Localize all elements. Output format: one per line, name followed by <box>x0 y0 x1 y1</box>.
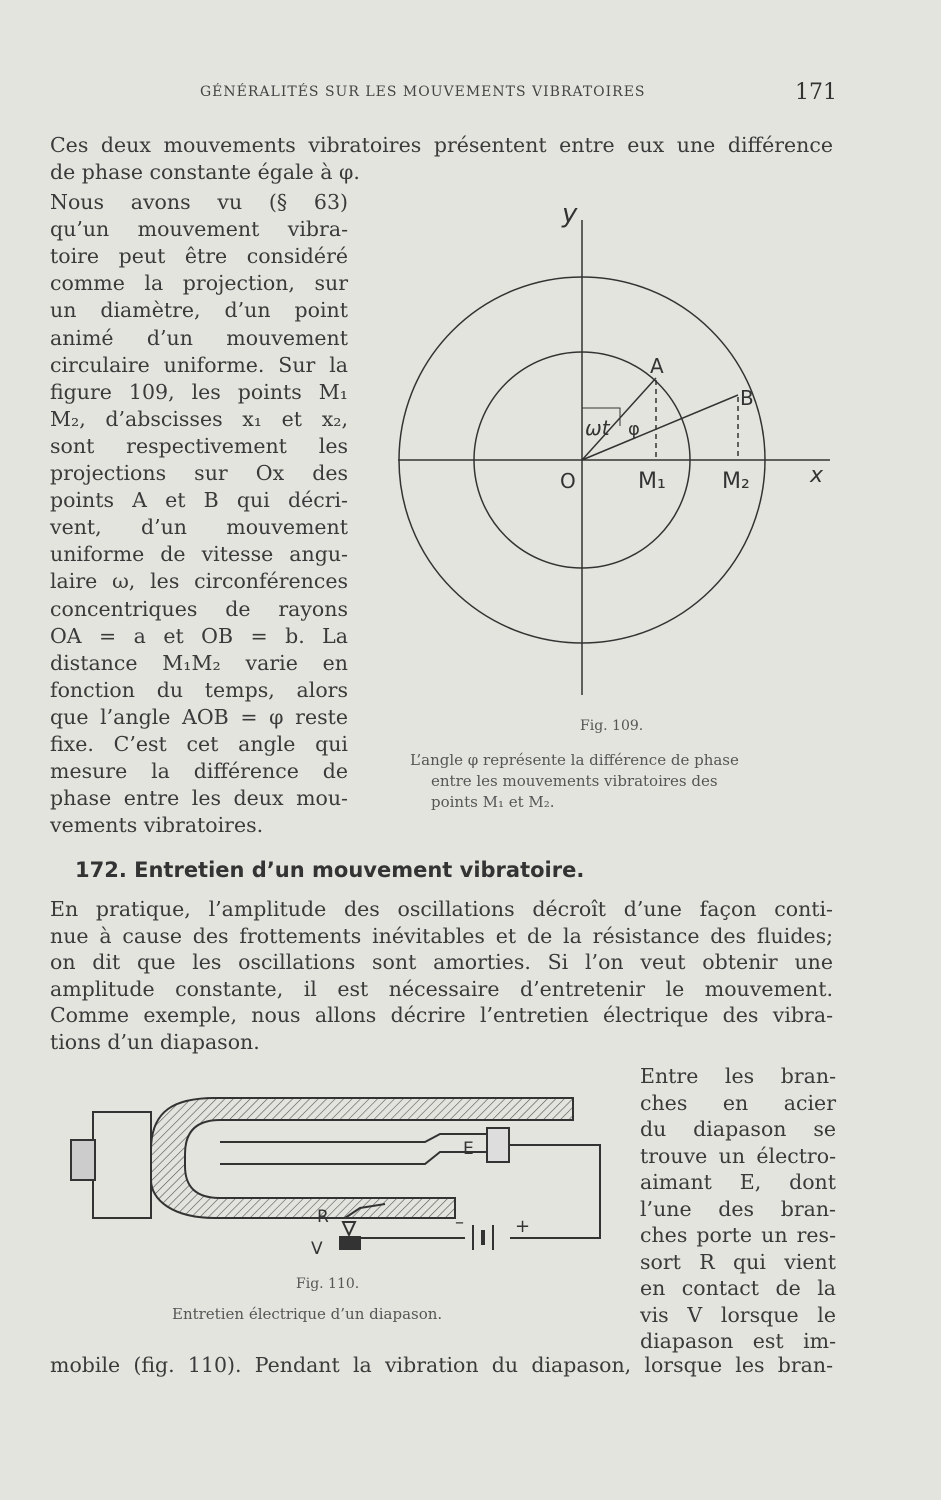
label-v: V <box>311 1239 323 1259</box>
m1-label: M₁ <box>638 469 666 494</box>
right-col-line: sort R qui vient <box>640 1249 836 1274</box>
phi-label: φ <box>628 419 640 440</box>
fig110-caption-title: Fig. 110. <box>296 1276 360 1292</box>
m2-label: M₂ <box>722 469 750 494</box>
left-col-line: fonction du temps, alors <box>50 677 348 702</box>
fig109-caption-line: points M₁ et M₂. <box>431 793 555 811</box>
left-col-line: Nous avons vu (§ 63) <box>50 190 348 214</box>
figure-109 <box>380 190 850 710</box>
left-col-line: laire ω, les circonférences <box>50 569 348 594</box>
screw-v <box>339 1236 361 1250</box>
point-b-label: B <box>740 386 754 410</box>
para-line: nue à cause des frottements inévitables et de la résistance des fluides; <box>50 923 833 948</box>
left-col-line: figure 109, les points M₁ <box>50 379 348 404</box>
para-line: amplitude constante, il est nécessaire d’entretenir le mouvement. <box>50 976 833 1001</box>
left-col-line: projections sur Ox des <box>50 461 348 485</box>
fork-nut <box>71 1140 95 1180</box>
right-col-line: vis V lorsque le <box>640 1302 836 1327</box>
electromagnet-coil <box>487 1128 509 1162</box>
para-line: Comme exemple, nous allons décrire l’entretien électrique des vibra- <box>50 1003 833 1027</box>
label-plus: + <box>515 1216 531 1237</box>
page-number: 171 <box>795 80 837 105</box>
para-line: on dit que les oscillations sont amorties. Si l’on veut obtenir une <box>50 950 833 974</box>
origin-label: O <box>560 469 576 493</box>
left-col-line: M₂, d’abscisses x₁ et x₂, <box>50 406 348 431</box>
left-col-line: circulaire uniforme. Sur la <box>50 352 348 377</box>
para-line: tions d’un diapason. <box>50 1029 260 1054</box>
right-col-line: diapason est im- <box>640 1329 836 1353</box>
fork-base <box>93 1112 151 1218</box>
electromagnet-core <box>220 1134 495 1164</box>
point-a-label: A <box>650 354 664 378</box>
left-col-line: animé d’un mouvement <box>50 325 348 350</box>
fig110-caption: Entretien électrique d’un diapason. <box>172 1305 443 1323</box>
left-col-line: uniforme de vitesse angu- <box>50 542 348 567</box>
left-col-line: comme la projection, sur <box>50 271 348 296</box>
label-e: E <box>463 1139 474 1159</box>
fig109-caption-line: L’angle φ représente la différence de phase <box>410 751 739 769</box>
left-col-line: phase entre les deux mou- <box>50 786 348 811</box>
intro-line: Ces deux mouvements vibratoires présentent entre eux une différence <box>50 133 833 157</box>
left-col-line: OA = a et OB = b. La <box>50 623 348 648</box>
right-col-line: trouve un électro- <box>640 1143 836 1168</box>
para-line: En pratique, l’amplitude des oscillations décroît d’une façon conti- <box>50 897 833 921</box>
left-col-line: qu’un mouvement vibra- <box>50 217 348 242</box>
section-heading: 172. Entretien d’un mouvement vibratoire. <box>75 858 585 882</box>
y-label: y <box>562 199 578 229</box>
left-col-line: points A et B qui décri- <box>50 488 348 513</box>
right-col-line: ches en acier <box>640 1090 836 1115</box>
label-r: R <box>317 1207 329 1227</box>
fig109-caption-title: Fig. 109. <box>580 718 644 734</box>
left-col-line: toire peut être considéré <box>50 244 348 269</box>
intro-line: de phase constante égale à φ. <box>50 160 360 184</box>
right-col-line: en contact de la <box>640 1276 836 1300</box>
x-label: x <box>810 463 824 488</box>
left-col-line: que l’angle AOB = φ reste <box>50 704 348 729</box>
left-col-line: distance M₁M₂ varie en <box>50 650 348 675</box>
wt-label: ωt <box>585 416 610 440</box>
label-minus: – <box>455 1212 464 1233</box>
last-line: mobile (fig. 110). Pendant la vibration du diapason, lorsque les bran- <box>50 1353 833 1377</box>
right-col-line: du diapason se <box>640 1117 836 1141</box>
contact-point <box>343 1222 355 1235</box>
left-col-line: vent, d’un mouvement <box>50 515 348 540</box>
right-col-line: aimant E, dont <box>640 1170 836 1194</box>
right-col-line: l’une des bran- <box>640 1196 836 1221</box>
left-col-line: un diamètre, d’un point <box>50 298 348 323</box>
figure-110 <box>55 1090 615 1270</box>
left-col-line: sont respectivement les <box>50 433 348 458</box>
right-col-line: Entre les bran- <box>640 1064 836 1088</box>
left-col-line: fixe. C’est cet angle qui <box>50 732 348 756</box>
left-col-line: mesure la différence de <box>50 759 348 784</box>
left-col-line: vements vibratoires. <box>50 813 264 838</box>
left-col-line: concentriques de rayons <box>50 596 348 621</box>
running-title: GÉNÉRALITÉS SUR LES MOUVEMENTS VIBRATOIRES <box>200 84 646 100</box>
right-col-line: ches porte un res- <box>640 1223 836 1247</box>
fig109-caption-line: entre les mouvements vibratoires des <box>431 772 718 790</box>
